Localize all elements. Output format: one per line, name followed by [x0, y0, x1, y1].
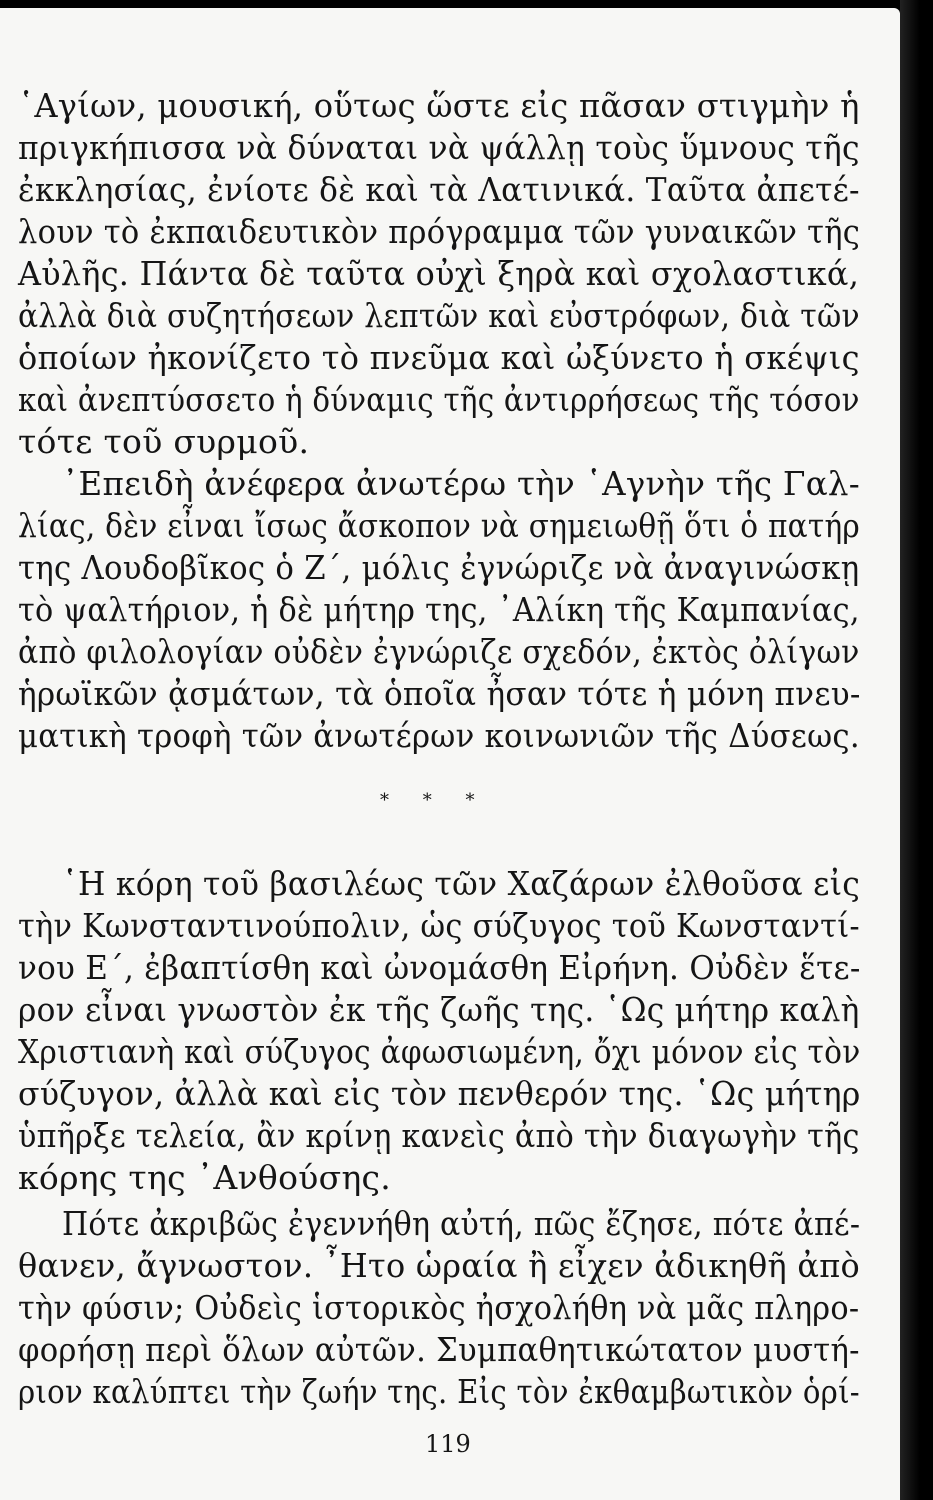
section-separator: * * *	[380, 790, 489, 811]
text-line: τὴν φύσιν; Οὐδεὶς ἱστορικὸς ἠσχολήθη νὰ μᾶς πληρο-	[18, 1288, 860, 1327]
text-line: πριγκήπισσα νὰ δύναται νὰ ψάλλῃ τοὺς ὕμνους τῆς	[18, 128, 860, 167]
page-edge-shadow	[900, 0, 933, 1500]
text-line: ἡρωϊκῶν ᾀσμάτων, τὰ ὁποῖα ἦσαν τότε ἡ μόνη πνευ-	[18, 674, 861, 713]
text-line: ριον καλύπτει τὴν ζωήν της. Εἰς τὸν ἐκθαμβωτικὸν ὁρί-	[18, 1372, 860, 1411]
text-line: τὴν Κωνσταντινούπολιν, ὡς σύζυγος τοῦ Κωνσταντί-	[18, 906, 860, 945]
text-line: ἐκκλησίας, ἐνίοτε δὲ καὶ τὰ Λατινικά. Ταῦτα ἀπετέ-	[18, 170, 860, 209]
text-line: σύζυγον, ἀλλὰ καὶ εἰς τὸν πενθερόν της. ῾Ως μήτηρ	[18, 1074, 861, 1113]
text-line: κόρης της ᾿Ανθούσης.	[18, 1158, 392, 1197]
text-line: λουν τὸ ἐκπαιδευτικὸν πρόγραμμα τῶν γυναικῶν τῆς	[18, 212, 861, 251]
text-line: της Λουδοβῖκος ὁ Ζ΄, μόλις ἐγνώριζε νὰ ἀναγινώσκῃ	[18, 548, 860, 587]
page-number: 119	[425, 1430, 471, 1458]
text-line: ᾿Επειδὴ ἀνέφερα ἀνωτέρω τὴν ῾Αγνὴν τῆς Γαλ-	[62, 464, 861, 503]
text-line: λίας, δὲν εἶναι ἴσως ἄσκοπον νὰ σημειωθῇ ὅτι ὁ πατήρ	[18, 506, 861, 545]
text-line: ἀπὸ φιλολογίαν οὐδὲν ἐγνώριζε σχεδόν, ἐκτὸς ὀλίγων	[18, 632, 860, 671]
text-line: τὸ ψαλτήριον, ἡ δὲ μήτηρ της, ᾿Αλίκη τῆς Καμπανίας,	[18, 590, 860, 629]
text-line: θανεν, ἄγνωστον. ῏Ητο ὡραία ἢ εἶχεν ἀδικηθῆ ἀπὸ	[18, 1246, 860, 1285]
text-line: ῾Η κόρη τοῦ βασιλέως τῶν Χαζάρων ἐλθοῦσα εἰς	[62, 864, 861, 903]
text-line: Πότε ἀκριβῶς ἐγεννήθη αὐτή, πῶς ἔζησε, πότε ἀπέ-	[62, 1204, 861, 1243]
text-line: νου Ε΄, ἐβαπτίσθη καὶ ὠνομάσθη Εἰρήνη. Οὐδὲν ἕτε-	[18, 948, 861, 987]
text-line: ματικὴ τροφὴ τῶν ἀνωτέρων κοινωνιῶν τῆς Δύσεως.	[18, 716, 860, 755]
text-line: φορήσῃ περὶ ὅλων αὐτῶν. Συμπαθητικώτατον μυστή-	[18, 1330, 860, 1369]
text-line: καὶ ἀνεπτύσσετο ἡ δύναμις τῆς ἀντιρρήσεως τῆς τόσον	[18, 380, 860, 419]
text-line: ὑπῆρξε τελεία, ἂν κρίνῃ κανεὶς ἀπὸ τὴν διαγωγὴν τῆς	[18, 1116, 860, 1155]
text-line: Χριστιανὴ καὶ σύζυγος ἀφωσιωμένη, ὄχι μόνον εἰς τὸν	[18, 1032, 861, 1071]
text-line: ρον εἶναι γνωστὸν ἐκ τῆς ζωῆς της. ῾Ως μήτηρ καλὴ	[18, 990, 860, 1029]
text-line: ἀλλὰ διὰ συζητήσεων λεπτῶν καὶ εὐστρόφων, διὰ τῶν	[18, 296, 860, 335]
text-line: ὁποίων ἠκονίζετο τὸ πνεῦμα καὶ ὠξύνετο ἡ σκέψις	[18, 338, 860, 377]
text-line: Αὐλῆς. Πάντα δὲ ταῦτα οὐχὶ ξηρὰ καὶ σχολαστικά,	[18, 254, 860, 293]
text-line: ῾Αγίων, μουσική, οὕτως ὥστε εἰς πᾶσαν στιγμὴν ἡ	[18, 86, 860, 125]
text-line: τότε τοῦ συρμοῦ.	[18, 422, 310, 461]
